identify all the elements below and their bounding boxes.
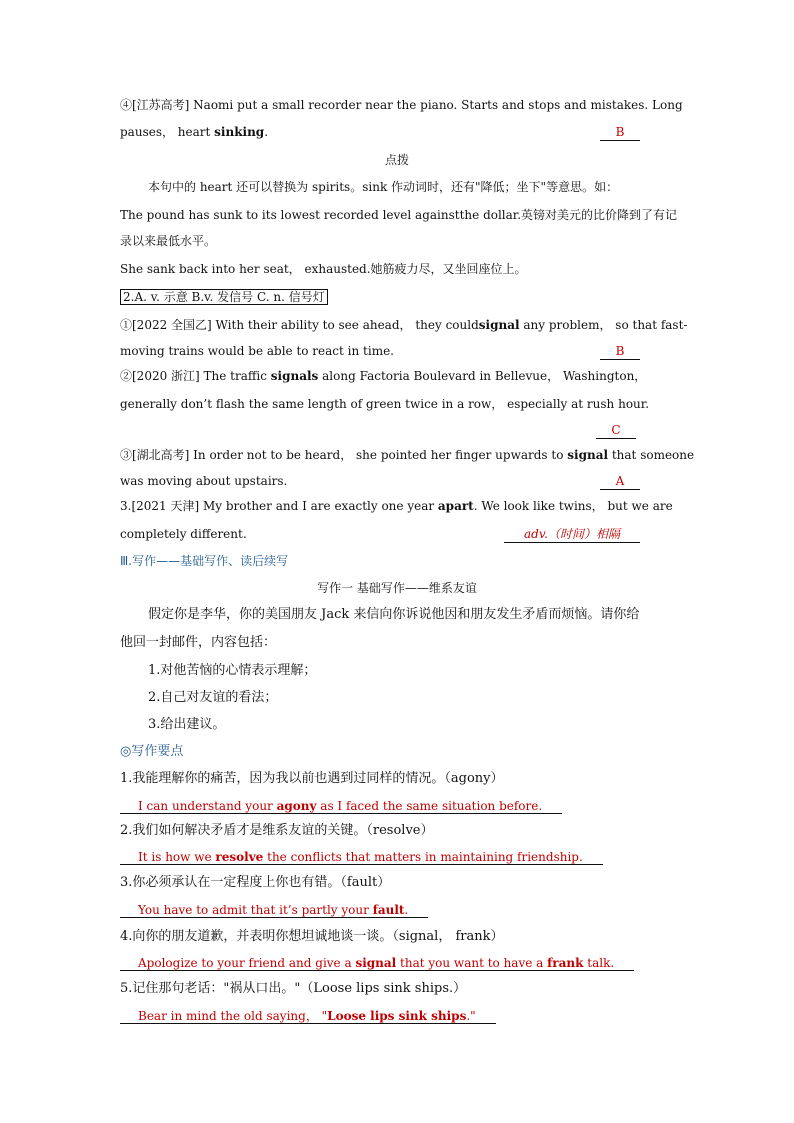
sentence-5-cn: 5.记住那句老话："祸从口出。"（Loose lips sink ships.） xyxy=(120,981,467,996)
item2-s1-line2: moving trains would be able to react in time. xyxy=(120,344,394,358)
text: . xyxy=(404,903,409,917)
item2-s3-line1 xyxy=(120,446,695,464)
key-points-heading: ◎写作要点 xyxy=(120,744,184,759)
keyword: apart xyxy=(437,499,474,513)
item3-line1 xyxy=(120,497,676,515)
item2-s3-answer: A xyxy=(600,473,640,490)
keyword: resolve xyxy=(215,850,264,864)
prompt-line2: 他回一封邮件，内容包括： xyxy=(120,635,277,650)
q4-line2 xyxy=(120,123,676,141)
text: pauses， heart xyxy=(120,125,215,139)
text: any problem， so that fast- xyxy=(519,318,688,332)
text: ①[2022 全国乙] With their ability to see ahead， they could xyxy=(120,318,479,332)
prompt-point-2: 2.自己对友谊的看法； xyxy=(148,690,278,705)
prompt-point-3: 3.给出建议。 xyxy=(148,717,226,732)
item2-s2-line2: generally don’t flash the same length of green twice in a row， especially at rush hour. xyxy=(120,397,650,411)
text: ." xyxy=(466,1009,476,1023)
keyword: agony xyxy=(276,799,317,813)
keyword: signal xyxy=(355,956,397,970)
text: the conflicts that matters in maintaining friendship. xyxy=(263,850,583,864)
section3-heading: Ⅲ.写作——基础写作、读后续写 xyxy=(120,554,289,568)
keyword: signal xyxy=(567,448,609,462)
text: as I faced the same situation before. xyxy=(316,799,543,813)
item3-answer: adv.（时间）相隔 xyxy=(504,526,640,543)
sentence-2-en xyxy=(120,848,676,866)
q4-line1: ④[江苏高考] Naomi put a small recorder near the piano. Starts and stops and mistakes. Long xyxy=(120,98,683,112)
text: along Factoria Boulevard in Bellevue， Washington， xyxy=(318,369,647,383)
text: that someone xyxy=(608,448,695,462)
text: that you want to have a xyxy=(396,956,548,970)
sentence-1-cn: 1.我能理解你的痛苦，因为我以前也遇到过同样的情况。（agony） xyxy=(120,771,504,786)
sentence-1-en xyxy=(120,797,676,815)
text: It is how we xyxy=(138,850,216,864)
text: ②[2020 浙江] The traffic xyxy=(120,369,271,383)
keyword: Loose lips sink ships xyxy=(327,1009,467,1023)
sentence-4-en xyxy=(120,954,676,972)
item2-s2-line1 xyxy=(120,367,676,385)
text: talk. xyxy=(583,956,615,970)
tip-line4: She sank back into her seat， exhausted.她筋疲力尽，又坐回座位上。 xyxy=(120,262,527,276)
tip-line2: The pound has sunk to its lowest recorded level againstthe dollar.英镑对美元的比价降到了有记 xyxy=(120,208,678,222)
tip-line3: 录以来最低水平。 xyxy=(120,234,217,248)
text: Apologize to your friend and give a xyxy=(138,956,356,970)
sentence-5-en xyxy=(120,1007,676,1025)
text: ③[湖北高考] In order not to be heard， she pointed her finger upwards to xyxy=(120,448,568,462)
text: . We look like twins， but we are xyxy=(473,499,673,513)
text: Bear in mind the old saying， " xyxy=(138,1009,328,1023)
text: . xyxy=(264,125,269,139)
text: 3.[2021 天津] My brother and I are exactly one year xyxy=(120,499,438,513)
sentence-2-cn: 2.我们如何解决矛盾才是维系友谊的关键。（resolve） xyxy=(120,823,434,838)
prompt-line1: 假定你是李华，你的美国朋友 Jack 来信向你诉说他因和朋友发生矛盾而烦恼。请你给 xyxy=(148,607,640,622)
keyword: sinking xyxy=(214,125,265,139)
item2-s2-answer: C xyxy=(596,422,636,439)
prompt-point-1: 1.对他苦恼的心情表示理解； xyxy=(148,663,317,678)
item2-s1-line1 xyxy=(120,316,688,334)
section3-subtitle: 写作一 基础写作——维系友谊 xyxy=(317,581,477,595)
item2-options xyxy=(120,288,676,306)
sentence-3-cn: 3.你必须承认在一定程度上你也有错。（fault） xyxy=(120,875,391,890)
options-box: 2.A. v. 示意 B.v. 发信号 C. n. 信号灯 xyxy=(120,289,328,305)
item3-line2: completely different. xyxy=(120,527,247,541)
q4-answer: B xyxy=(600,124,640,141)
tip-line1: 本句中的 heart 还可以替换为 spirits。sink 作动词时，还有"降低；坐下"等意思。如： xyxy=(148,180,619,194)
sentence-3-en xyxy=(120,901,676,919)
tip-title: 点拨 xyxy=(384,153,409,167)
keyword: frank xyxy=(547,956,584,970)
sentence-4-cn: 4.向你的朋友道歉，并表明你想坦诚地谈一谈。（signal， frank） xyxy=(120,929,504,944)
text: You have to admit that it’s partly your xyxy=(138,903,373,917)
keyword: signals xyxy=(270,369,319,383)
item2-s3-line2: was moving about upstairs. xyxy=(120,474,288,488)
keyword: signal xyxy=(478,318,520,332)
item2-s1-answer: B xyxy=(600,343,640,360)
text: I can understand your xyxy=(138,799,277,813)
keyword: fault xyxy=(372,903,405,917)
